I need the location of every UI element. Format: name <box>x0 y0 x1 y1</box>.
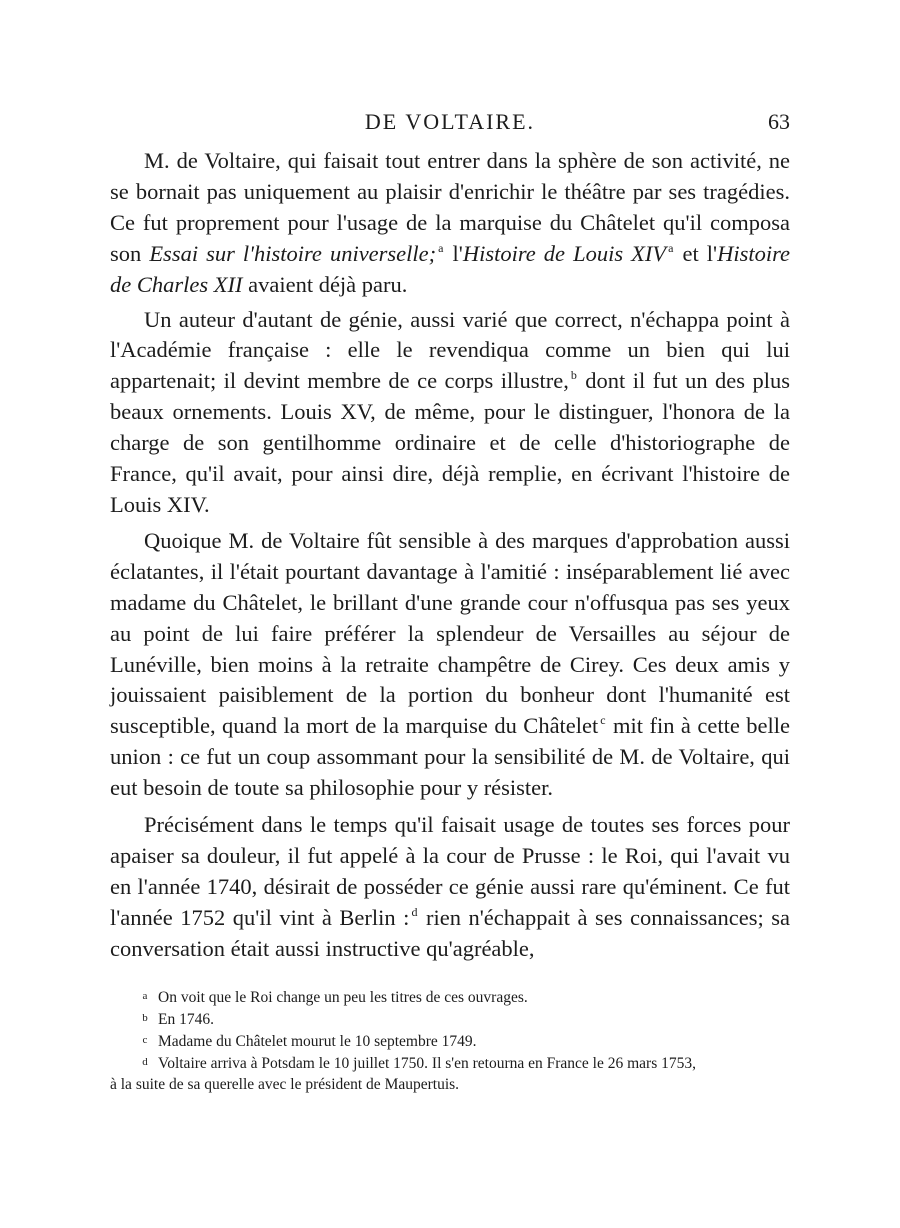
body-text <box>110 146 790 969</box>
paragraph-text: Quoique M. de Voltaire fût sensible à des marques d'approbation aussi éclatantes, il l'était pourtant davantage à l'amitié : inséparablement lié avec madame du Châtelet, le brillant d'une grande cour n'offusqua pas ses yeux au point de lui faire préférer la splendeur de Versailles au séjour de Lunéville, bien moins à la retraite champêtre de Cirey. Ces deux amis y jouissaient paisiblement de la portion du bonheur dont l'humanité est susceptible, quand la mort de la marquise du Châtelet <box>110 527 790 739</box>
work-title: Histoire de Louis XIV <box>462 240 667 266</box>
footnote-text: En 1746. <box>158 1011 214 1028</box>
paragraph-text: l' <box>444 240 463 266</box>
footnote <box>110 1008 800 1030</box>
paragraph-text: rien n'échappait à ses connaissances; sa conversation était aussi instructive qu'agréable, <box>110 904 790 961</box>
paragraph-4 <box>110 810 790 965</box>
paragraph-3 <box>110 526 790 804</box>
footnote <box>110 1052 800 1095</box>
footnote-text: Voltaire arriva à Potsdam le 10 juillet 1750. Il s'en retourna en France le 26 mars 1753, <box>158 1055 696 1072</box>
work-title: Histoire de Charles XII <box>110 240 791 297</box>
footnote-mark: d <box>142 1056 148 1068</box>
footnote-reference: b <box>570 368 577 383</box>
paragraph-1 <box>110 146 790 301</box>
footnotes <box>110 986 800 1095</box>
paragraph-text: Précisément dans le temps qu'il faisait usage de toutes ses forces pour apaiser sa douleur, il fut appelé à la cour de Prusse : le Roi, qui l'avait vu en l'année 1740, désirait de posséder ce génie aussi rare qu'éminent. Ce fut l'année 1752 qu'il vint à Berlin : <box>110 812 790 930</box>
paragraph-text: avaient déjà paru. <box>242 271 408 297</box>
work-title: Essai sur l'histoire universelle; <box>149 240 437 266</box>
running-head <box>110 104 790 140</box>
footnote-reference: a <box>668 240 674 255</box>
footnote-mark: b <box>142 1012 148 1024</box>
footnote-reference: a <box>438 240 444 255</box>
footnote <box>110 986 800 1008</box>
page-number: 63 <box>768 109 790 134</box>
footnote <box>110 1030 800 1052</box>
footnote-mark: c <box>142 1034 148 1046</box>
paragraph-text: Un auteur d'autant de génie, aussi varié que correct, n'échappa point à l'Académie française : elle le revendiqua comme un bien qui lui appartenait; il devint membre de ce corps illustre, <box>110 306 790 394</box>
footnote-text: Madame du Châtelet mourut le 10 septembre 1749. <box>158 1033 477 1050</box>
footnote-reference: c <box>600 713 606 728</box>
paragraph-text: M. de Voltaire, qui faisait tout entrer dans la sphère de son activité, ne se bornait pas uniquement au plaisir d'enrichir le théâtre par ses tragédies. Ce fut proprement pour l'usage de la marquise du Châtelet qu'il composa son <box>110 148 790 266</box>
paragraph-text: dont il fut un des plus beaux ornements. Louis XV, de même, pour le distinguer, l'honora de la charge de son gentilhomme ordinaire et de celle d'historiographe de France, qu'il avait, pour ainsi dire, déjà remplie, en écrivant l'histoire de Louis XIV. <box>110 368 790 517</box>
paragraph-2 <box>110 305 790 521</box>
running-title: DE VOLTAIRE. <box>364 109 536 134</box>
footnote-text-continued: à la suite de sa querelle avec le président de Maupertuis. <box>110 1076 460 1093</box>
footnote-mark: a <box>142 990 148 1002</box>
paragraph-text: et l' <box>674 240 718 266</box>
footnote-text: On voit que le Roi change un peu les titres de ces ouvrages. <box>158 989 528 1006</box>
paragraph-text: mit fin à cette belle union : ce fut un coup assommant pour la sensibilité de M. de Voltaire, qui eut besoin de toute sa philosophie pour y résister. <box>110 713 790 801</box>
footnote-reference: d <box>411 904 418 919</box>
